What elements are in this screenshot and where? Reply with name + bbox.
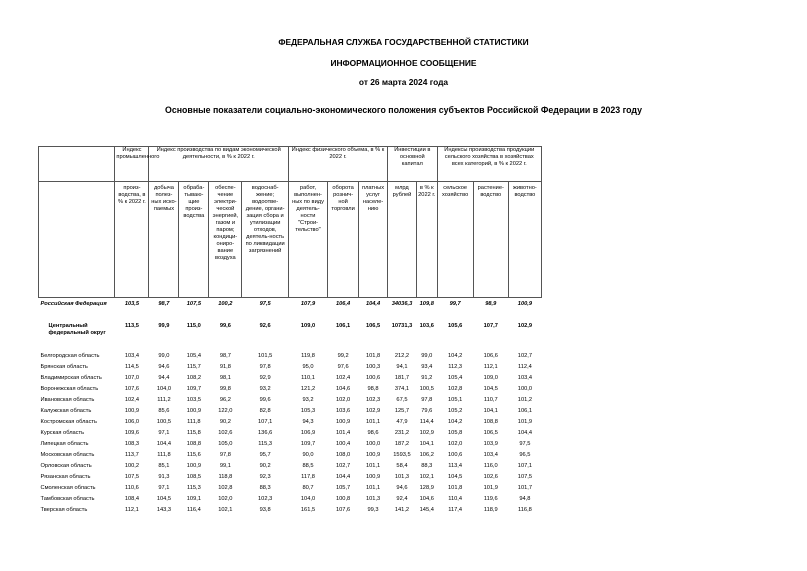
- table-cell: 99,2: [337, 353, 349, 359]
- table-row: [39, 507, 542, 518]
- region-name: Орловская область: [40, 463, 92, 469]
- document-title: Основные показатели социально-экономического положения субъектов Российской Федерации в 2023 году: [165, 105, 642, 115]
- table-row: [39, 364, 542, 375]
- table-cell: 113,7: [125, 452, 139, 458]
- table-cell: 105,1: [448, 397, 463, 403]
- table-cell: 107,0: [124, 375, 140, 381]
- table-cell: 96,2: [219, 397, 231, 403]
- statistics-table: [38, 146, 542, 518]
- table-cell: 97,1: [158, 485, 170, 491]
- table-cell: 102,9: [517, 323, 533, 329]
- table-cell: 121,2: [300, 386, 316, 392]
- table-cell: 102,9: [419, 430, 434, 436]
- table-cell: 103,5: [186, 397, 201, 403]
- region-name: Воронежская область: [40, 386, 99, 392]
- table-cell: 100,9: [335, 419, 351, 425]
- table-cell: 112,4: [518, 364, 532, 370]
- table-cell: 105,8: [448, 430, 463, 436]
- table-cell: 67,5: [396, 397, 408, 403]
- table-cell: 90,2: [259, 463, 271, 469]
- table-cell: 79,6: [421, 408, 433, 414]
- table-cell: 106,6: [483, 353, 498, 359]
- table-cell: 374,1: [394, 386, 410, 392]
- subheader-12: животно-водство: [508, 182, 541, 298]
- table-cell: 104,0: [156, 386, 172, 392]
- table-cell: 91,2: [421, 375, 433, 381]
- table-cell: 104,4: [156, 441, 172, 447]
- table-cell: 105,6: [448, 323, 463, 329]
- table-cell: 97,1: [158, 430, 170, 436]
- table-cell: 106,5: [483, 430, 498, 436]
- table-cell: 104,1: [419, 441, 434, 447]
- table-cell: 99,1: [219, 463, 231, 469]
- table-cell: 96,5: [519, 452, 531, 458]
- table-cell: 102,6: [483, 474, 498, 480]
- table-cell: 93,4: [421, 364, 433, 370]
- table-header-row-1: [39, 147, 542, 182]
- table-cell: 108,3: [124, 441, 140, 447]
- table-cell: 107,6: [124, 386, 140, 392]
- table-cell: 112,1: [483, 364, 498, 370]
- table-cell: 106,5: [365, 323, 381, 329]
- region-name: Ивановская область: [40, 397, 95, 403]
- table-cell: 104,2: [448, 419, 463, 425]
- region-name: Рязанская область: [40, 474, 91, 480]
- table-cell: 105,0: [218, 441, 233, 447]
- table-cell: 101,8: [365, 353, 381, 359]
- region-name: Московская область: [40, 452, 95, 458]
- region-name: Центральный федеральный округ: [48, 323, 106, 336]
- table-cell: 108,5: [186, 474, 201, 480]
- table-cell: 114,5: [125, 364, 139, 370]
- table-cell: 101,4: [335, 430, 351, 436]
- table-cell: 100,0: [365, 441, 381, 447]
- region-name: Тамбовская область: [40, 496, 95, 502]
- table-cell: 106,0: [124, 419, 140, 425]
- table-cell: 102,1: [218, 507, 233, 513]
- table-cell: 95,7: [259, 452, 271, 458]
- table-cell: 97,6: [337, 364, 349, 370]
- table-cell: 128,9: [419, 485, 434, 491]
- subheader-8: млрд рублей: [388, 182, 417, 298]
- table-cell: 103,4: [483, 452, 498, 458]
- table-cell: 109,7: [300, 441, 316, 447]
- table-cell: 107,9: [300, 301, 316, 307]
- table-row: [39, 301, 542, 323]
- table-cell: 93,2: [302, 397, 314, 403]
- table-cell: 101,9: [483, 485, 498, 491]
- table-cell: 80,7: [302, 485, 314, 491]
- table-cell: 104,5: [156, 496, 172, 502]
- table-row: [39, 430, 542, 441]
- table-cell: 102,4: [124, 397, 140, 403]
- table-cell: 101,8: [448, 485, 463, 491]
- table-cell: 101,9: [517, 419, 533, 425]
- subheader-7: платных услуг населе-нию: [359, 182, 388, 298]
- region-name: Липецкая область: [40, 441, 89, 447]
- table-cell: 107,6: [335, 507, 351, 513]
- table-cell: 104,6: [335, 386, 351, 392]
- table-cell: 102,6: [218, 430, 233, 436]
- table-cell: 104,5: [483, 386, 498, 392]
- table-cell: 105,3: [300, 408, 316, 414]
- table-cell: 102,0: [448, 441, 463, 447]
- table-cell: 94,6: [396, 485, 408, 491]
- header-industrial-index: Индекс промышленного: [115, 147, 149, 182]
- table-row: [39, 485, 542, 496]
- table-cell: 34036,3: [391, 301, 413, 307]
- table-cell: 94,4: [158, 375, 170, 381]
- table-cell: 93,8: [259, 507, 271, 513]
- table-cell: 98,1: [219, 375, 231, 381]
- table-header-row-2: [39, 182, 542, 298]
- table-cell: 105,2: [448, 408, 463, 414]
- table-row: [39, 496, 542, 507]
- table-cell: 116,8: [518, 507, 532, 513]
- table-cell: 110,4: [448, 496, 463, 502]
- table-cell: 97,5: [259, 301, 271, 307]
- table-cell: 97,8: [421, 397, 433, 403]
- table-cell: 143,3: [156, 507, 172, 513]
- table-cell: 98,7: [219, 353, 231, 359]
- header-investments: Инвестиции в основной капитал: [388, 147, 438, 182]
- region-name: Белгородская область: [40, 353, 100, 359]
- table-cell: 91,8: [219, 364, 231, 370]
- header-physical-volume: Индекс физического объема, в % к 2022 г.: [288, 147, 387, 182]
- table-cell: 107,1: [258, 419, 273, 425]
- header-corner: [39, 147, 115, 182]
- table-cell: 109,0: [483, 375, 498, 381]
- table-cell: 98,9: [485, 301, 497, 307]
- table-cell: 102,7: [335, 463, 351, 469]
- table-cell: 110,6: [125, 485, 139, 491]
- table-cell: 100,2: [124, 463, 140, 469]
- table-row: [39, 474, 542, 485]
- table-cell: 111,2: [157, 397, 171, 403]
- table-cell: 103,6: [419, 323, 434, 329]
- table-cell: 161,5: [300, 507, 316, 513]
- header-industrial-by-activity: Индекс производства по видам экономической деятельности, в % к 2022 г.: [149, 147, 288, 182]
- table-cell: 92,3: [259, 474, 271, 480]
- region-name: Курская область: [40, 430, 85, 436]
- table-cell: 107,5: [517, 474, 533, 480]
- region-name: Калужская область: [40, 408, 92, 414]
- table-cell: 102,4: [335, 375, 351, 381]
- table-cell: 106,4: [335, 301, 351, 307]
- agency-name: ФЕДЕРАЛЬНАЯ СЛУЖБА ГОСУДАРСТВЕННОЙ СТАТИСТИКИ: [278, 37, 529, 47]
- table-cell: 181,7: [394, 375, 410, 381]
- table-cell: 103,5: [124, 301, 140, 307]
- table-cell: 102,9: [365, 408, 381, 414]
- table-cell: 101,1: [365, 419, 381, 425]
- table-cell: 108,4: [124, 496, 140, 502]
- table-cell: 97,5: [519, 441, 531, 447]
- table-cell: 117,4: [448, 507, 463, 513]
- table-cell: 99,7: [449, 301, 461, 307]
- table-cell: 109,0: [300, 323, 316, 329]
- region-name: Брянская область: [40, 364, 88, 370]
- table-cell: 114,4: [419, 419, 434, 425]
- region-name: Владимирская область: [40, 375, 102, 381]
- table-row: [39, 323, 542, 353]
- table-cell: 118,8: [218, 474, 233, 480]
- table-cell: 100,9: [365, 452, 381, 458]
- table-cell: 85,1: [158, 463, 170, 469]
- table-row: [39, 375, 542, 386]
- table-cell: 90,2: [219, 419, 231, 425]
- table-cell: 99,3: [367, 507, 379, 513]
- table-cell: 110,1: [301, 375, 315, 381]
- table-row: [39, 353, 542, 364]
- table-cell: 58,4: [396, 463, 408, 469]
- table-cell: 102,0: [218, 496, 233, 502]
- table-cell: 117,8: [301, 474, 315, 480]
- table-row: [39, 408, 542, 419]
- table-cell: 88,3: [259, 485, 271, 491]
- table-cell: 113,5: [124, 323, 139, 329]
- table-cell: 106,1: [517, 408, 533, 414]
- table-cell: 85,6: [158, 408, 170, 414]
- table-cell: 97,8: [259, 364, 271, 370]
- table-cell: 112,1: [125, 507, 139, 513]
- table-row: [39, 463, 542, 474]
- table-cell: 99,9: [158, 323, 170, 329]
- table-cell: 104,1: [483, 408, 498, 414]
- table-cell: 108,8: [483, 419, 498, 425]
- region-name: Российская Федерация: [40, 301, 107, 307]
- table-cell: 108,0: [335, 452, 351, 458]
- table-cell: 98,8: [367, 386, 379, 392]
- table-cell: 141,2: [394, 507, 410, 513]
- table-cell: 94,6: [158, 364, 170, 370]
- table-cell: 104,2: [448, 353, 463, 359]
- table-cell: 107,7: [483, 323, 498, 329]
- table-cell: 100,8: [335, 496, 351, 502]
- table-cell: 100,6: [448, 452, 463, 458]
- table-cell: 100,9: [517, 301, 533, 307]
- table-cell: 92,4: [396, 496, 408, 502]
- table-cell: 100,5: [419, 386, 434, 392]
- table-cell: 102,7: [517, 353, 533, 359]
- table-row: [39, 419, 542, 430]
- table-cell: 88,3: [421, 463, 433, 469]
- table-cell: 109,6: [124, 430, 140, 436]
- subheader-5: работ, выполнен-ных по виду деятель-ности "Строи-тельство": [288, 182, 327, 298]
- region-name: Тверская область: [40, 507, 88, 513]
- table-cell: 101,3: [365, 496, 381, 502]
- subheader-2: обраба-тываю-щие произ-водства: [179, 182, 209, 298]
- table-cell: 106,1: [335, 323, 351, 329]
- table-cell: 97,8: [219, 452, 231, 458]
- table-cell: 99,0: [158, 353, 170, 359]
- table-cell: 104,4: [365, 301, 381, 307]
- table-cell: 100,9: [365, 474, 381, 480]
- table-cell: 119,6: [483, 496, 498, 502]
- table-cell: 93,2: [259, 386, 271, 392]
- table-cell: 100,2: [218, 301, 233, 307]
- table-cell: 92,6: [259, 323, 271, 329]
- table-cell: 115,8: [186, 430, 201, 436]
- table-cell: 100,9: [186, 463, 201, 469]
- table-cell: 103,4: [517, 375, 533, 381]
- table-cell: 102,3: [258, 496, 273, 502]
- table-cell: 107,1: [517, 463, 533, 469]
- table-cell: 98,7: [158, 301, 170, 307]
- table-cell: 101,1: [365, 463, 381, 469]
- table-cell: 105,4: [186, 353, 201, 359]
- table-cell: 90,0: [302, 452, 314, 458]
- table-cell: 98,6: [367, 430, 379, 436]
- table-cell: 115,0: [186, 323, 201, 329]
- table-cell: 102,3: [365, 397, 381, 403]
- table-cell: 1593,5: [393, 452, 411, 458]
- table-cell: 116,4: [186, 507, 201, 513]
- table-cell: 107,5: [186, 301, 201, 307]
- table-cell: 106,2: [419, 452, 434, 458]
- table-cell: 102,0: [335, 397, 351, 403]
- subheader-6: оборота рознич-ной торговли: [328, 182, 359, 298]
- table-cell: 119,8: [301, 353, 315, 359]
- table-cell: 103,4: [124, 353, 140, 359]
- table-row: [39, 441, 542, 452]
- table-cell: 109,8: [419, 301, 434, 307]
- table-cell: 145,4: [419, 507, 434, 513]
- table-cell: 104,6: [419, 496, 434, 502]
- table-cell: 100,6: [365, 375, 381, 381]
- table-cell: 115,6: [186, 452, 201, 458]
- table-cell: 94,3: [302, 419, 314, 425]
- table-cell: 105,7: [335, 485, 351, 491]
- table-cell: 110,7: [483, 397, 498, 403]
- subheader-11: растение-водство: [473, 182, 508, 298]
- table-cell: 103,9: [483, 441, 498, 447]
- table-cell: 95,0: [302, 364, 314, 370]
- table-cell: 100,5: [156, 419, 172, 425]
- header-corner-2: [39, 182, 115, 298]
- table-cell: 47,9: [396, 419, 408, 425]
- table-cell: 10731,3: [391, 323, 413, 329]
- subheader-1: добыча полез-ных иско-паемых: [149, 182, 179, 298]
- table-cell: 105,4: [448, 375, 463, 381]
- table-cell: 104,4: [517, 430, 533, 436]
- table-cell: 109,1: [186, 496, 201, 502]
- table-cell: 99,0: [421, 353, 433, 359]
- table-cell: 94,1: [396, 364, 408, 370]
- table-cell: 92,9: [259, 375, 271, 381]
- table-cell: 108,8: [186, 441, 201, 447]
- table-cell: 106,9: [300, 430, 316, 436]
- table-cell: 102,1: [419, 474, 434, 480]
- subheader-10: сельское хозяйство: [437, 182, 473, 298]
- table-cell: 231,2: [394, 430, 410, 436]
- table-cell: 101,1: [365, 485, 381, 491]
- table-cell: 99,8: [219, 386, 231, 392]
- table-row: [39, 386, 542, 397]
- table-cell: 111,8: [157, 452, 171, 458]
- table-cell: 99,6: [219, 323, 231, 329]
- table-cell: 101,3: [394, 474, 410, 480]
- table-row: [39, 452, 542, 463]
- table-cell: 102,8: [218, 485, 233, 491]
- table-cell: 111,8: [187, 419, 201, 425]
- table-cell: 116,0: [483, 463, 498, 469]
- table-cell: 187,2: [394, 441, 410, 447]
- table-cell: 113,4: [448, 463, 463, 469]
- subheader-4: водоснаб-жение; водоотве-дение, органи-зация сбора и утилизации отходов, деятель-ность по ликвидации загрязнений: [242, 182, 289, 298]
- table-cell: 101,2: [517, 397, 533, 403]
- table-cell: 107,5: [124, 474, 140, 480]
- table-row: [39, 397, 542, 408]
- table-cell: 82,8: [259, 408, 271, 414]
- table-cell: 118,9: [483, 507, 498, 513]
- region-name: Смоленская область: [40, 485, 96, 491]
- subheader-0: произ-водства, в % к 2022 г.: [115, 182, 149, 298]
- table-cell: 212,2: [394, 353, 410, 359]
- table-cell: 94,8: [519, 496, 531, 502]
- table-cell: 108,2: [186, 375, 201, 381]
- table-cell: 112,3: [448, 364, 463, 370]
- table-cell: 104,4: [335, 474, 351, 480]
- table-cell: 101,7: [517, 485, 533, 491]
- message-type: ИНФОРМАЦИОННОЕ СООБЩЕНИЕ: [330, 58, 477, 68]
- table-cell: 136,6: [258, 430, 273, 436]
- table-cell: 100,9: [124, 408, 140, 414]
- table-cell: 115,3: [258, 441, 273, 447]
- table-cell: 103,6: [335, 408, 351, 414]
- table-cell: 104,5: [448, 474, 463, 480]
- header-agriculture: Индексы производства продукции сельского хозяйства в хозяйствах всех категорий, в % к 2022 г.: [437, 147, 541, 182]
- table-cell: 100,4: [335, 441, 351, 447]
- subheader-9: в % к 2022 г.: [416, 182, 437, 298]
- subheader-3: обеспе-чение электри-ческой энергией, газом и паром; кондици-ониро-вание воздуха: [209, 182, 242, 298]
- table-cell: 109,7: [186, 386, 201, 392]
- table-cell: 100,3: [365, 364, 381, 370]
- table-cell: 100,0: [517, 386, 533, 392]
- message-date: от 26 марта 2024 года: [358, 77, 449, 87]
- table-cell: 122,0: [218, 408, 233, 414]
- table-cell: 102,8: [448, 386, 463, 392]
- table-cell: 104,0: [300, 496, 316, 502]
- table-cell: 88,5: [302, 463, 314, 469]
- table-cell: 101,5: [258, 353, 273, 359]
- table-cell: 91,3: [158, 474, 170, 480]
- table-cell: 100,9: [186, 408, 201, 414]
- table-cell: 125,7: [394, 408, 410, 414]
- table-cell: 99,6: [259, 397, 271, 403]
- table-cell: 115,3: [186, 485, 201, 491]
- region-name: Костромская область: [40, 419, 97, 425]
- table-cell: 115,7: [186, 364, 201, 370]
